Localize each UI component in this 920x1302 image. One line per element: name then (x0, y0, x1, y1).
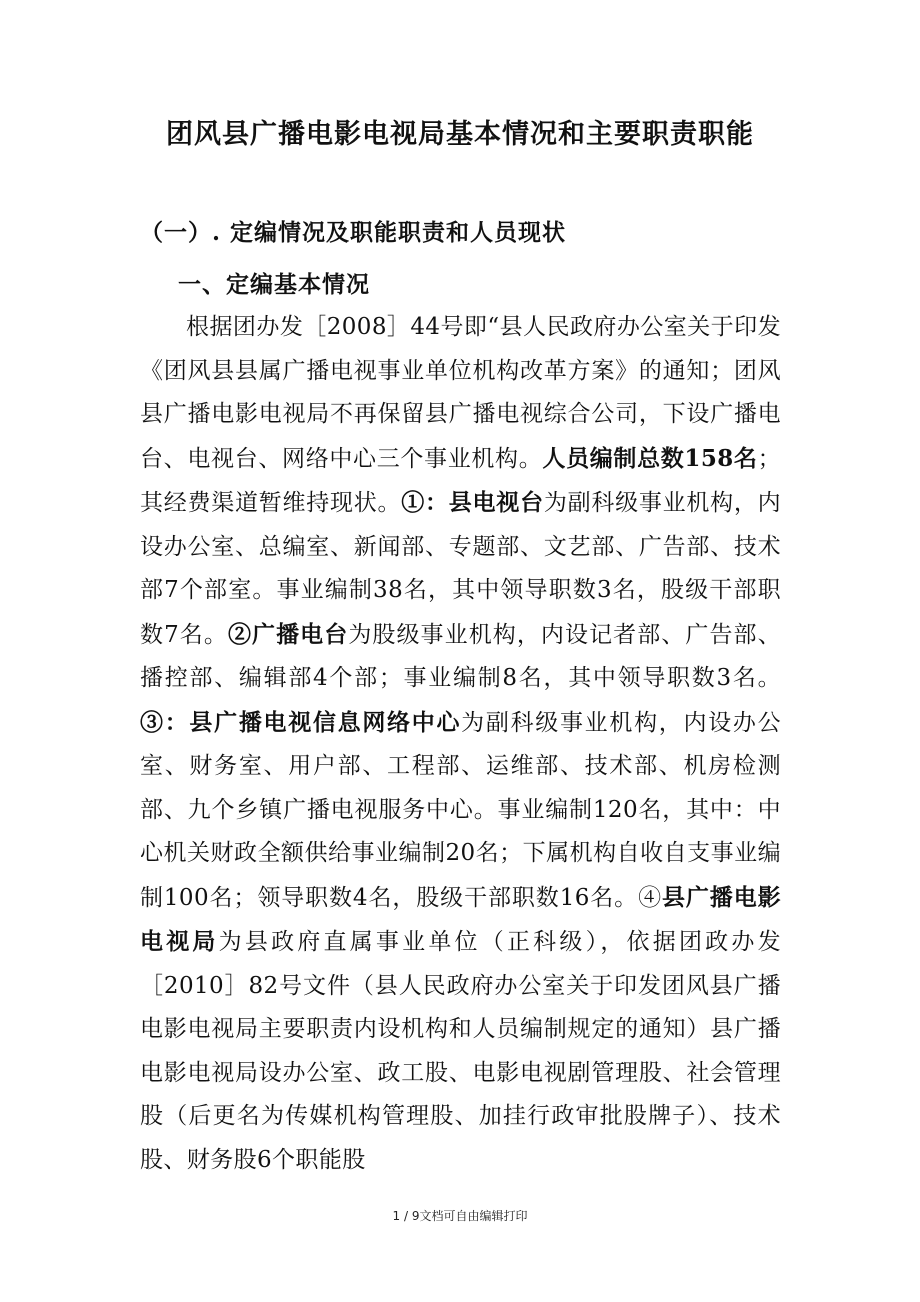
paragraph-run: 为县政府直属事业单位（正科级），依据团政办发［2010］82号文件（县人民政府办公室关于印发团风县广播电影电视局主要职责内设机构和人员编制规定的通知）县广播电影电视局设办公室、政工股、电影电视剧管理股、社会管理股（后更名为传媒机构管理股、加挂行政审批股牌子）、技术股、财务股6个职能股 (140, 929, 781, 1173)
paragraph-run-bold: 县广播电影电视局 (140, 883, 781, 955)
paragraph-run-bold: ②广播电台 (227, 620, 349, 648)
document-title: 团风县广播电影电视局基本情况和主要职责职能 (166, 119, 754, 150)
paragraph-run: ；其经费渠道暂维持现状。 (140, 445, 781, 516)
paragraph-run: 为股级事业机构，内设记者部、广告部、播控部、编辑部4个部；事业编制8名，其中领导职数3名。 (140, 621, 782, 691)
section-heading: （一）. 定编情况及职能职责和人员现状 (140, 219, 567, 246)
paragraph-run-bold: ③：县广播电视信息网络中心 (140, 708, 462, 736)
paragraph-run: 根据团办发［2008］44号即“县人民政府办公室关于印发《团风县县属广播电视事业单位机构改革方案》的通知；团风县广播电影电视局不再保留县广播电视综合公司，下设广播电台、电视台、网络中心三个事业机构。 (140, 314, 781, 472)
paragraph-run-bold: ①：县电视台 (401, 489, 544, 516)
body-paragraph (140, 306, 781, 1182)
paragraph-run: 为副科级事业机构，内设办公室、财务室、用户部、工程部、运维部、技术部、机房检测部、九个乡镇广播电视服务中心。事业编制120名，其中：中心机关财政全额供给事业编制20名；下属机构自收自支事业编制100名；领导职数4名，股级干部职数16名。④ (140, 709, 782, 911)
paragraph-run-bold: 人员编制总数158名 (542, 444, 758, 472)
page-footer: 1 / 9文档可自由编辑打印 (392, 1209, 528, 1223)
sub-heading: 一、定编基本情况 (178, 271, 370, 298)
paragraph-run: 为副科级事业机构，内设办公室、总编室、新闻部、专题部、文艺部、广告部、技术部7个部室。事业编制38名，其中领导职数3名，股级干部职数7名。 (140, 490, 782, 648)
